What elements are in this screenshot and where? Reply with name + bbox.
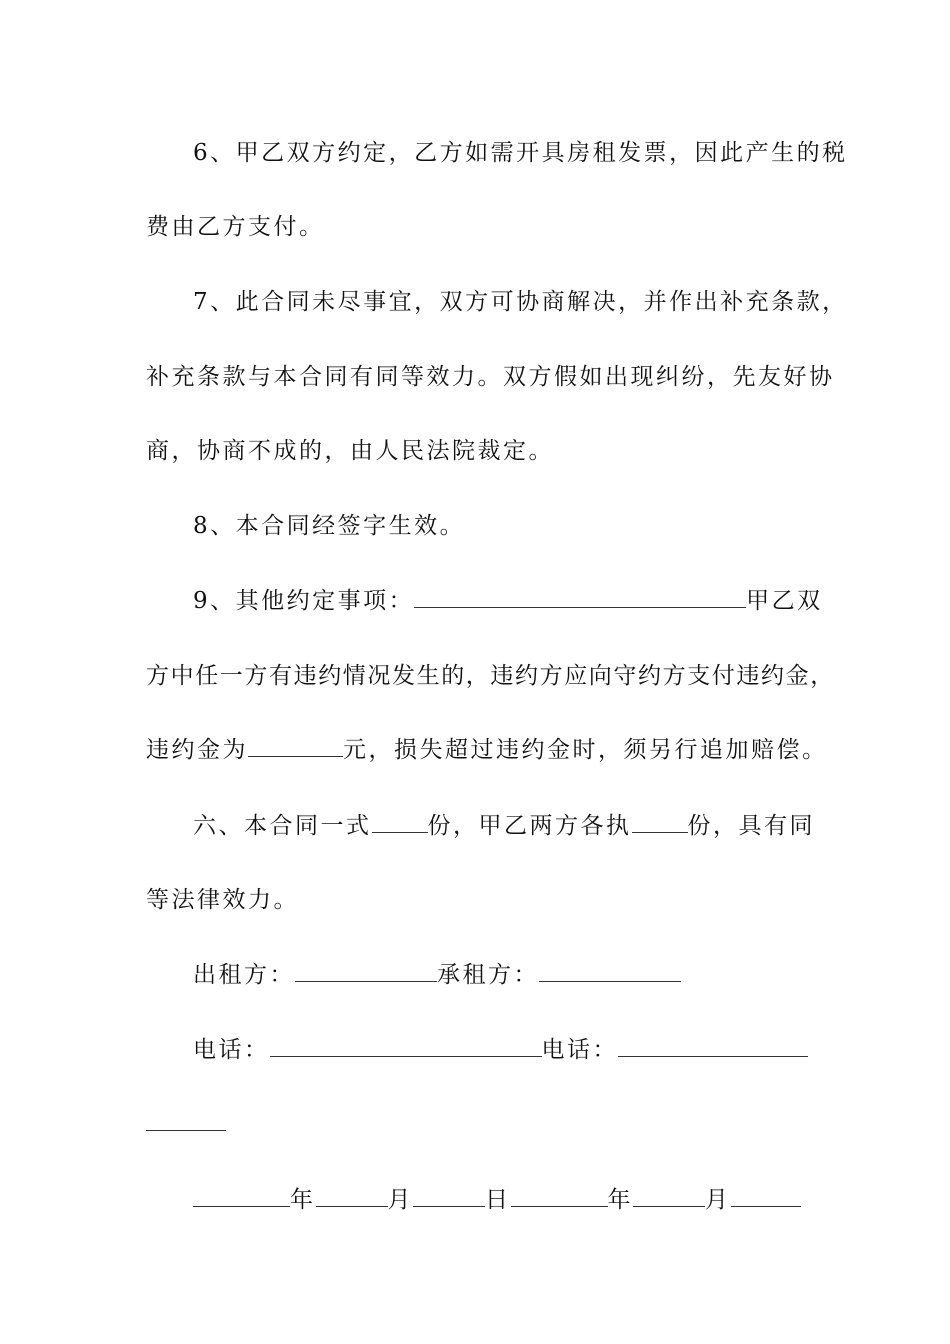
- phone-line: 电话： 电话：: [0, 1035, 950, 1065]
- clause-7-line-3: 商，协商不成的，由人民法院裁定。: [146, 438, 554, 464]
- lessor-blank: [295, 961, 437, 982]
- day-blank: [413, 1186, 485, 1207]
- date-line: 年 月 日 年 月: [0, 1185, 950, 1215]
- penalty-amount-blank: [248, 736, 343, 757]
- copies-each-blank: [632, 812, 688, 833]
- clause-9-line-1: 9、其他约定事项： 甲乙双: [193, 588, 823, 614]
- day-blank-2: [731, 1186, 801, 1207]
- year-blank: [193, 1186, 290, 1207]
- clause-6-line-2: 费由乙方支付。: [146, 214, 325, 240]
- lessor-phone-blank: [270, 1036, 542, 1057]
- lessee-blank: [539, 961, 681, 982]
- month-blank: [316, 1186, 388, 1207]
- clause-6-line-1: 6、甲乙双方约定，乙方如需开具房租发票，因此产生的税: [193, 140, 848, 166]
- total-copies-blank: [372, 812, 428, 833]
- other-matters-blank: [414, 587, 746, 608]
- copies-line-2: 等法律效力。: [146, 887, 299, 913]
- clause-7-line-2: 补充条款与本合同有同等效力。双方假如出现纠纷，先友好协: [146, 364, 835, 390]
- phone-blank-continuation: [146, 1130, 226, 1131]
- clause-7-line-1: 7、此合同未尽事宜，双方可协商解决，并作出补充条款，: [193, 289, 848, 315]
- clause-9-line-3: 违约金为 元，损失超过违约金时，须另行追加赔偿。: [146, 737, 828, 763]
- signature-line: 出租方： 承租方：: [0, 960, 950, 990]
- month-blank-2: [633, 1186, 705, 1207]
- clause-8: 8、本合同经签字生效。: [193, 513, 466, 539]
- clause-9-line-2: 方中任一方有违约情况发生的，违约方应向守约方支付违约金，: [146, 663, 835, 689]
- copies-line-1: 六、本合同一式 份，甲乙两方各执 份，具有同: [193, 813, 815, 839]
- year-blank-2: [511, 1186, 608, 1207]
- lessee-phone-blank: [618, 1036, 808, 1057]
